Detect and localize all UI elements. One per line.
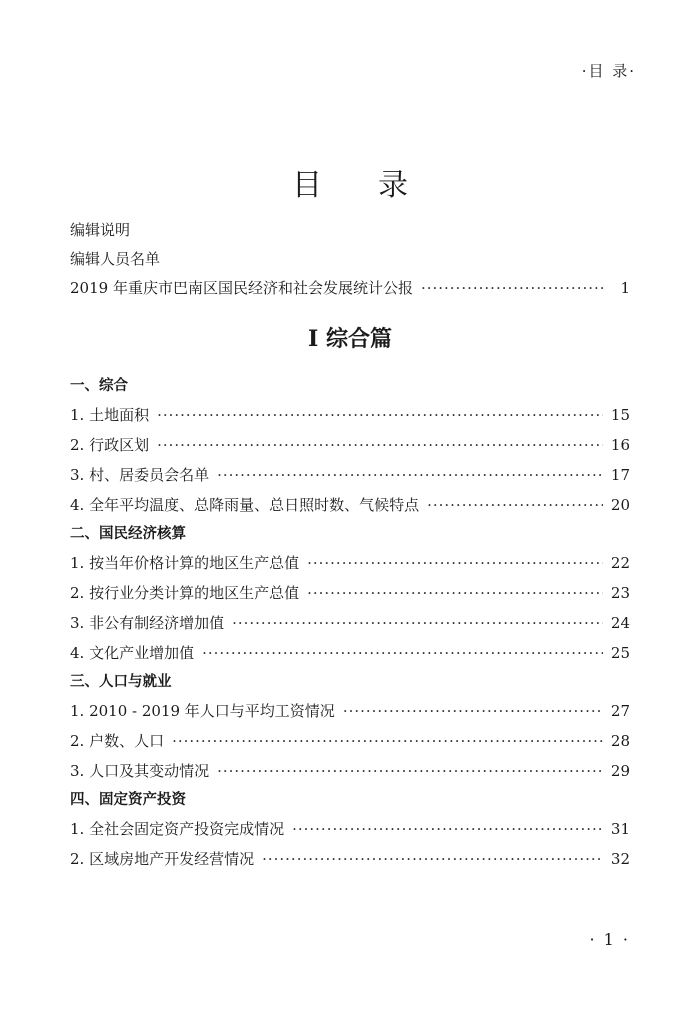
part-title: I 综合篇 bbox=[308, 326, 392, 352]
toc-entry-title: 3. 非公有制经济增加值 bbox=[70, 614, 225, 632]
toc-entry[interactable] bbox=[70, 490, 630, 520]
dot-leader bbox=[421, 274, 604, 303]
toc-entry[interactable] bbox=[70, 274, 630, 303]
toc-entry-page: 15 bbox=[610, 406, 630, 424]
toc-entry-page: 17 bbox=[610, 466, 630, 484]
toc-entry-title: 1. 全社会固定资产投资完成情况 bbox=[70, 820, 285, 838]
toc-entry-title: 3. 人口及其变动情况 bbox=[70, 762, 210, 780]
toc-entry-title: 编辑人员名单 bbox=[70, 250, 161, 268]
toc-entry[interactable] bbox=[70, 756, 630, 786]
dot-leader bbox=[157, 430, 603, 460]
dot-leader bbox=[292, 814, 603, 844]
dot-leader bbox=[157, 400, 603, 430]
table-of-contents bbox=[70, 372, 630, 874]
dot-leader bbox=[232, 608, 603, 638]
toc-entry-page: 25 bbox=[610, 644, 630, 662]
toc-entry-page: 24 bbox=[610, 614, 630, 632]
toc-entry[interactable] bbox=[70, 578, 630, 608]
toc-entry[interactable] bbox=[70, 400, 630, 430]
toc-entry-title: 1. 2010 - 2019 年人口与平均工资情况 bbox=[70, 702, 335, 720]
toc-entry-title: 2. 户数、人口 bbox=[70, 732, 165, 750]
dot-leader bbox=[202, 638, 603, 668]
toc-entry-title: 2019 年重庆市巴南区国民经济和社会发展统计公报 bbox=[70, 279, 413, 297]
toc-entry-page: 27 bbox=[610, 702, 630, 720]
dot-leader bbox=[217, 460, 603, 490]
section-heading: 三、人口与就业 bbox=[70, 674, 172, 690]
toc-entry[interactable] bbox=[70, 844, 630, 874]
dot-leader bbox=[307, 548, 603, 578]
toc-entry-title: 3. 村、居委员会名单 bbox=[70, 466, 210, 484]
toc-entry-page: 16 bbox=[610, 436, 630, 454]
dot-leader bbox=[172, 726, 603, 756]
toc-entry[interactable] bbox=[70, 696, 630, 726]
running-header: ·目 录· bbox=[581, 62, 636, 80]
toc-entry-page: 32 bbox=[610, 850, 630, 868]
page-number: · 1 · bbox=[589, 930, 630, 949]
toc-entry-title: 2. 区域房地产开发经营情况 bbox=[70, 850, 255, 868]
section-heading: 四、固定资产投资 bbox=[70, 792, 186, 808]
dot-leader bbox=[343, 696, 603, 726]
toc-entry-title: 2. 按行业分类计算的地区生产总值 bbox=[70, 584, 300, 602]
toc-entry-page: 29 bbox=[610, 762, 630, 780]
toc-entry[interactable] bbox=[70, 638, 630, 668]
dot-leader bbox=[262, 844, 603, 874]
toc-entry-title: 4. 全年平均温度、总降雨量、总日照时数、气候特点 bbox=[70, 496, 420, 514]
toc-entry[interactable] bbox=[70, 608, 630, 638]
toc-entry-page: 1 bbox=[620, 279, 630, 297]
toc-entry[interactable] bbox=[70, 430, 630, 460]
page-title: 目录 bbox=[292, 168, 464, 204]
dot-leader bbox=[307, 578, 603, 608]
toc-entry-page: 20 bbox=[610, 496, 630, 514]
toc-entry[interactable] bbox=[70, 216, 630, 245]
toc-entry-page: 22 bbox=[610, 554, 630, 572]
toc-entry[interactable] bbox=[70, 548, 630, 578]
toc-entry-title: 2. 行政区划 bbox=[70, 436, 150, 454]
toc-entry[interactable] bbox=[70, 726, 630, 756]
section-heading: 二、国民经济核算 bbox=[70, 526, 186, 542]
toc-entry-page: 23 bbox=[610, 584, 630, 602]
toc-entry-title: 编辑说明 bbox=[70, 221, 131, 239]
toc-entry-title: 1. 按当年价格计算的地区生产总值 bbox=[70, 554, 300, 572]
dot-leader bbox=[427, 490, 603, 520]
section-heading: 一、综合 bbox=[70, 378, 128, 394]
dot-leader bbox=[217, 756, 603, 786]
front-matter-list bbox=[70, 216, 630, 303]
toc-entry[interactable] bbox=[70, 245, 630, 274]
toc-entry[interactable] bbox=[70, 814, 630, 844]
toc-entry-title: 1. 土地面积 bbox=[70, 406, 150, 424]
toc-entry-title: 4. 文化产业增加值 bbox=[70, 644, 195, 662]
toc-entry-page: 28 bbox=[610, 732, 630, 750]
toc-entry-page: 31 bbox=[610, 820, 630, 838]
toc-entry[interactable] bbox=[70, 460, 630, 490]
